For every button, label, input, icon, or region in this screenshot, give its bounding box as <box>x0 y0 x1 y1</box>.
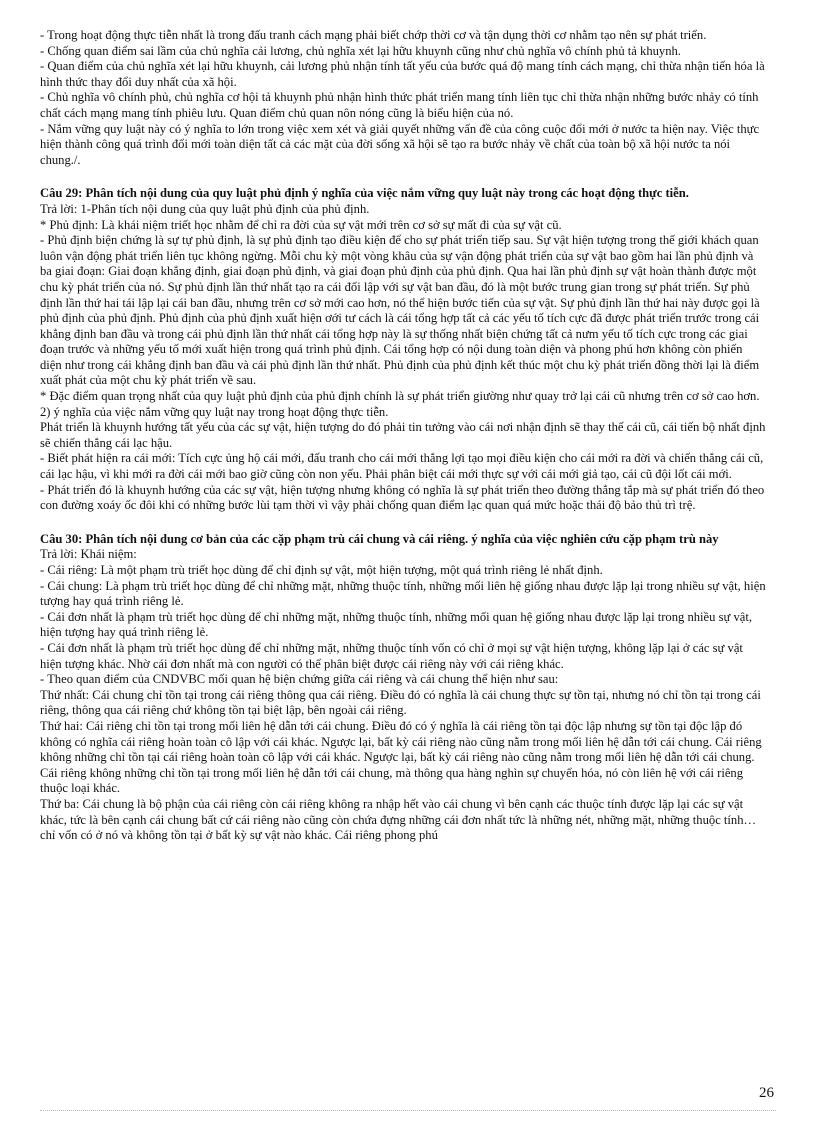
answer-paragraph: * Phủ định: Là khái niệm triết học nhằm để chỉ ra đời của sự vật mới trên cơ sở sự mất đi của sự vật cũ. <box>40 217 562 232</box>
question-30-title: Câu 30: Phân tích nội dung cơ bản của các cặp phạm trù cái chung và cái riêng. ý nghĩa của việc nghiên cứu cặp phạm trù này <box>40 531 719 546</box>
answer-paragraph: - Phát triển đó là khuynh hướng của các sự vật, hiện tượng nhưng không có nghĩa là sự phát triển theo đường thẳng tắp mà sự phát triển đó theo con đường xoáy ốc đôi khi có những bước lùi tạm thời vì vậy phải chống quan điểm lạc quan quá mức hoặc thái độ bảo thủ trì trệ. <box>40 482 765 513</box>
intro-paragraph: - Trong hoạt động thực tiễn nhất là trong đấu tranh cách mạng phải biết chớp thời cơ và tận dụng thời cơ nhằm tạo nên sự phát triển. <box>40 28 707 42</box>
question-29-section <box>40 186 766 513</box>
answer-paragraph: - Cái đơn nhất là phạm trù triết học dùng để chỉ những mặt, những thuộc tính vốn có chỉ ở mọi sự vật hiện tượng, không lặp lại ở các sự vật hiện tượng khác. Nhờ cái đơn nhất mà con người có thể phân biệt được cái riêng này với cái riêng khác. <box>40 640 743 671</box>
question-29-title: Câu 29: Phân tích nội dung của quy luật phủ định ý nghĩa của việc nắm vững quy luật này trong các hoạt động thực tiễn. <box>40 186 689 201</box>
answer-paragraph: - Phủ định biện chứng là sự tự phủ định, là sự phủ định tạo điều kiện để cho sự phát triển tiếp sau. Sự vật hiện tượng trong thế giới khách quan luôn vận động phát triển liên tục không ngừng. Mỗi chu kỳ một vòng khâu của sự vận động phát triển của sự vật bao gồm hai lần phủ định và ba giai đoạn: Giai đoạn khẳng định, giai đoạn phủ định, và giai đoạn phủ định của phủ định. Qua hai lần phủ định sự vật hoàn thành được một chu kỳ phát triển của nó. Sự phủ định lần thứ nhất tạo ra cái đối lập với sự vật ban đầu, đó là một bước trung gian trong sự phát triển. Sự phủ định lần thứ hai tái lập lại cái ban đầu, nhưng trên cơ sở mới cao hơn, nó thể hiện bước tiến của sự vật. Sự phủ định lần thứ hai này được gọi là phủ định của phủ định. Phủ định của phủ định xuất hiện ơới tư cách là cái tổng hợp tất cả các yếu tố tích cực đã được phát triển trước trong cái khẳng định ban đầu và trong cái phủ định lần thứ nhất cái tổng hợp này là sự thống nhất biện chứng tất cả nưm yếu tố tích cực trong các giai đoạn trước và những yếu tố mới xuất hiện trong quá trình phủ định. Cái tổng hợp có nội dung toàn diện và phong phú hơn không còn phiến diện như trong cái khẳng định ban đầu và cái phủ định lần thứ nhất. Phủ định của phủ định kết thúc một chu kỳ phát triển đồng thời lại là điểm xuất phát của một chu kỳ phát triển về sau. <box>40 233 760 388</box>
answer-paragraph: Thứ nhất: Cái chung chỉ tồn tại trong cái riêng thông qua cái riêng. Điều đó có nghĩa là cái chung thực sự tồn tại, nhưng nó chỉ tồn tại trong cái riêng, thông qua cái riêng chứ không tồn tại biệt lập, bên ngoài cái riêng. <box>40 687 761 718</box>
footer-divider <box>40 1110 776 1111</box>
answer-paragraph: - Cái chung: Là phạm trù triết học dùng để chỉ những mặt, những thuộc tính, những mối liên hệ giống nhau được lặp lại trong nhiều sự vật, hiện tượng hay quá trình riêng lẻ. <box>40 578 766 609</box>
page-number: 26 <box>759 1085 774 1101</box>
intro-paragraph: - Chủ nghĩa vô chính phủ, chủ nghĩa cơ hội tả khuynh phủ nhận hình thức phát triển mang tính liên tục chỉ thừa nhận những bước nhảy có tính chất cách mạng mang tính phiêu lưu. Quan điểm chủ quan nôn nóng cũng là biểu hiện của nó. <box>40 90 759 120</box>
answer-paragraph: Trả lời: Khái niệm: <box>40 547 137 562</box>
answer-paragraph: - Biết phát hiện ra cái mới: Tích cực ủng hộ cái mới, đấu tranh cho cái mới thắng lợi tạo mọi điều kiện cho cái mới ra đời và chiến thắng cái cũ, cái lạc hậu, vì khi mới ra đời cái mới bao giờ cũng còn non yếu. Phải phân biệt cái mới thực sự với cái mới giả tạo, cái cũ đội lốt cái mới. <box>40 451 764 482</box>
answer-paragraph: Thứ hai: Cái riêng chỉ tồn tại trong mối liên hệ dẫn tới cái chung. Điều đó có ý nghĩa là cái riêng tồn tại độc lập nhưng sự tồn tại độc lập đó không có nghĩa cái riêng hoàn toàn cô lập với cái khác. Ngược lại, bất kỳ cái riêng nào cũng nằm trong mối liên hệ dẫn tới cái chung. Cái riêng không những chỉ tồn tại cái riêng hoàn toàn cô lập với cái khác. Ngược lại, bất kỳ cái riêng nào cũng nằm trong mối liên hệ dẫn tới cái chung. Cái riêng không những chỉ tồn tại trong mối liên hệ dẫn tới cái chung, mà thông qua hàng nghìn sự chuyển hóa, nó còn liên hệ với cái riêng thuộc loại khác. <box>40 718 762 796</box>
answer-paragraph: * Đặc điểm quan trọng nhất của quy luật phủ định của phủ định chính là sự phát triển giường như quay trở lại cái cũ nhưng trên cơ sở cao hơn. <box>40 389 760 404</box>
answer-paragraph: - Theo quan điểm của CNDVBC mối quan hệ biện chứng giữa cái riêng và cái chung thể hiện như sau: <box>40 672 559 687</box>
answer-paragraph: Thứ ba: Cái chung là bộ phận của cái riêng còn cái riêng không ra nhập hết vào cái chung vì bên cạnh các thuộc tính được lặp lại các sự vật khác, tức là bên cạnh cái chung bất cứ cái riêng nào cũng còn chứa đựng những cái đơn nhất tức là những nét, những mặt, những thuộc tính… chỉ vốn có ở nó và không tồn tại ở bất kỳ sự vật nào khác. Cái riêng phong phú <box>40 796 757 843</box>
question-30-section <box>40 532 766 844</box>
answer-paragraph: - Cái đơn nhất là phạm trù triết học dùng để chỉ những mặt, những thuộc tính, những mối quan hệ giống nhau được lặp lại trong nhiều sự vật, hiện tượng hay quá trình riêng lẻ. <box>40 609 752 640</box>
answer-paragraph: Trả lời: 1-Phân tích nội dung của quy luật phủ định của phủ định. <box>40 201 370 216</box>
intro-paragraph: - Quan điểm của chủ nghĩa xét lại hữu khuynh, cải lương phủ nhận tính tất yếu của bước quá độ mang tính cách mạng, chỉ thừa nhận tiến hóa là hình thức thay đổi duy nhất của xã hội. <box>40 59 765 89</box>
section-spacer <box>40 514 766 532</box>
answer-paragraph: - Cái riêng: Là một phạm trù triết học dùng để chỉ định sự vật, một hiện tượng, một quá trình riêng lẻ nhất định. <box>40 563 603 577</box>
answer-paragraph: Phát triển là khuynh hướng tất yếu của các sự vật, hiện tượng do đó phải tin tưởng vào cái nơi nhận định sẽ thay thế cái cũ, cái tiến bộ nhất định sẽ chiến thắng cái lạc hậu. <box>40 420 766 450</box>
section-spacer <box>40 168 766 186</box>
intro-section <box>40 28 766 168</box>
intro-paragraph: - Nắm vững quy luật này có ý nghĩa to lớn trong việc xem xét và giải quyết những vấn đề của công cuộc đổi mới ở nước ta hiện nay. Việc thực hiện thành công quá trình đổi mới toàn diện tất cả các mặt của đời sống xã hội sẽ tạo ra bước nhảy về chất của toàn bộ xã hội nước ta nói chung./. <box>40 121 760 167</box>
answer-paragraph: 2) ý nghĩa của việc nắm vững quy luật nay trong hoạt động thực tiễn. <box>40 404 389 419</box>
intro-paragraph: - Chống quan điểm sai lầm của chủ nghĩa cải lương, chủ nghĩa xét lại hữu khuynh cũng như chủ nghĩa vô chính phủ tả khuynh. <box>40 43 681 58</box>
